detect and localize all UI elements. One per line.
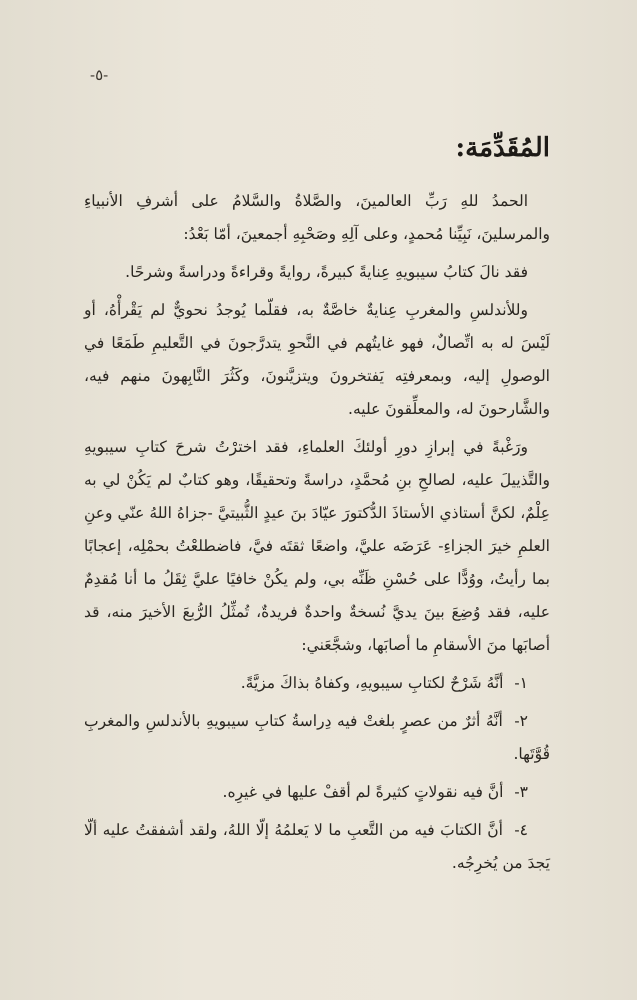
list-item xyxy=(84,776,550,809)
paragraph: فقد نالَ كتابُ سيبويهِ عِنايةً كبيرةً، روايةً وقراءةً ودراسةً وشرحًا. xyxy=(125,263,528,281)
list-number: ٤- xyxy=(514,821,528,839)
list-item xyxy=(84,667,550,700)
list-item xyxy=(84,814,550,880)
list-number: ٣- xyxy=(514,783,528,801)
list-text: أنَّ فيه نقولاتٍ كثيرةً لم أقفْ عليها في غيرِه. xyxy=(222,783,504,801)
list-number: ٢- xyxy=(514,712,528,730)
paragraph: الحمدُ للهِ رَبِّ العالمينَ، والصَّلاةُ والسَّلامُ على أشرفِ الأنبياءِ والمرسلينَ، نَبِيِّنا مُحمدٍ، وعلى آلِهِ وصَحْبِهِ أجمعينَ، أمّا بَعْدُ: xyxy=(84,192,550,243)
list-item xyxy=(84,705,550,771)
list-text: أنَّ الكتابَ فيه من التَّعبِ ما لا يَعلمُهُ إلّا اللهُ، ولقد أشفقتُ عليه ألّا يَجدَ من يُخرِجُه. xyxy=(84,821,550,872)
section-heading: المُقَدِّمَة: xyxy=(455,133,550,163)
list-number: ١- xyxy=(514,674,528,692)
paragraph: ورَغْبةً في إبرازِ دورِ أولئكَ العلماءِ، فقد اخترْتُ شرحَ كتابِ سيبويهِ والتَّذييلَ عليه، لصالحِ بنِ مُحمَّدٍ، دراسةً وتحقيقًا، وهو كتابٌ لم يَكُنْ لي به عِلْمٌ، لكنَّ أستاذي الأستاذَ الدُّكتورَ عيّادَ بنَ عيدٍ الثُّبيتيَّ -جزاهُ اللهُ عنّي وعنِ العلمِ خيرَ الجزاءِ- عَرَضَه عليَّ، واضعًا ثقتَه فيَّ، فاضطلعْتُ بحمْلِه، إعجابًا بما رأيتُ، ووُدًّا على حُسْنِ ظَنِّه بي، ولم يكُنْ خافيًا عليَّ ثِقَلُ ما أنا مُقدِمٌ عليه، فقد وُضِعَ بينَ يديَّ نُسخةٌ واحدةٌ فريدةٌ، تُمثِّلُ الرُّبعَ الأخيرَ منه، قد أصابَها منَ الأسقامِ ما أصابَها، وشجَّعَني: xyxy=(84,438,550,654)
list-text: أنَّهُ أثرٌ من عصرٍ بلغتْ فيه دِراسةُ كتابِ سيبويهِ بالأندلسِ والمغربِ قُوَّتَها. xyxy=(84,712,550,763)
list-text: أنَّهُ شَرْحٌ لكتابِ سيبويهِ، وكفاهُ بذاكَ مزيَّةً. xyxy=(240,674,504,692)
body-text xyxy=(84,125,550,885)
paragraph: وللأندلسِ والمغربِ عِنايةٌ خاصَّةٌ به، فقلّما يُوجدُ نحويٌّ لم يَقْرأْهُ، أو لَيْسَ له به اتِّصالٌ، فهو غايتُهم في النَّحوِ يتدرَّجونَ في التَّعليمِ طَمَعًا في الوصولِ إليه، وبمعرفتِه يَفتخرونَ ويتزيَّنونَ، وكَثُرَ النَّابِهونَ منهم فيه، والشَّارحونَ له، والمعلِّقونَ عليه. xyxy=(84,301,550,418)
page-number: -٥- xyxy=(90,66,109,84)
